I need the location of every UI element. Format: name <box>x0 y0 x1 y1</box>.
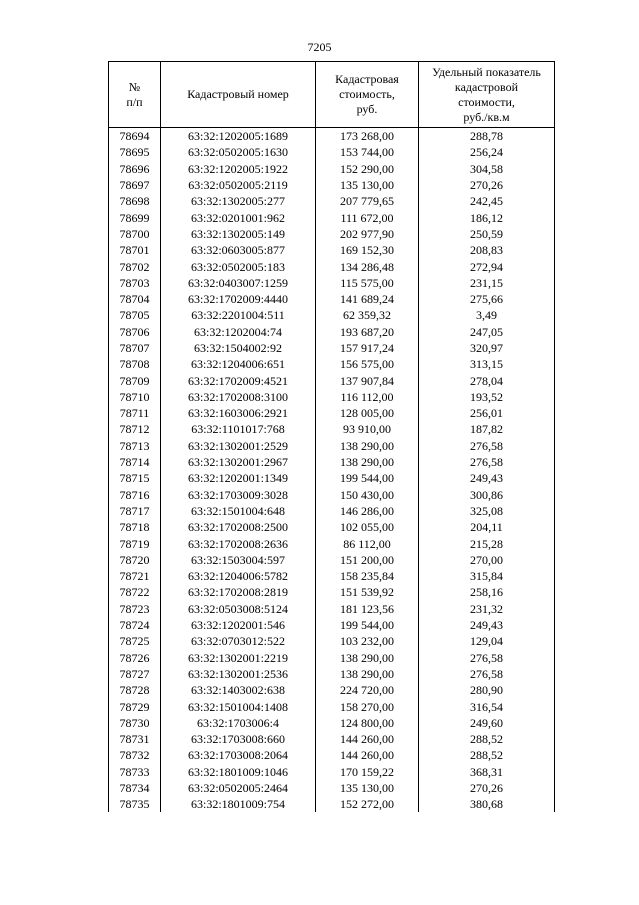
cadastral-value-cell: 138 290,00 <box>316 666 419 682</box>
row-number-cell: 78721 <box>109 568 161 584</box>
table-row <box>109 291 555 307</box>
cadastral-value-cell: 158 235,84 <box>316 568 419 584</box>
specific-indicator-cell: 3,49 <box>419 307 555 323</box>
cadastral-value-cell: 170 159,22 <box>316 764 419 780</box>
cadastral-number-cell: 63:32:1703008:2064 <box>161 747 316 763</box>
cadastral-value-cell: 137 907,84 <box>316 372 419 388</box>
specific-indicator-cell: 249,60 <box>419 715 555 731</box>
table-row <box>109 389 555 405</box>
table-row <box>109 633 555 649</box>
specific-indicator-cell: 380,68 <box>419 796 555 812</box>
cadastral-value-cell: 138 290,00 <box>316 650 419 666</box>
table-row <box>109 226 555 242</box>
row-number-cell: 78719 <box>109 535 161 551</box>
cadastral-number-cell: 63:32:1702009:4440 <box>161 291 316 307</box>
cadastral-number-cell: 63:32:1702008:2636 <box>161 535 316 551</box>
row-number-cell: 78710 <box>109 389 161 405</box>
table-row <box>109 503 555 519</box>
cadastral-value-cell: 157 917,24 <box>316 340 419 356</box>
header-specific-indicator: Удельный показатель кадастровой стоимости, руб./кв.м <box>419 62 555 128</box>
table-row <box>109 780 555 796</box>
specific-indicator-cell: 316,54 <box>419 698 555 714</box>
cadastral-number-cell: 63:32:1302001:2219 <box>161 650 316 666</box>
specific-indicator-cell: 288,52 <box>419 731 555 747</box>
specific-indicator-cell: 276,58 <box>419 438 555 454</box>
cadastral-value-cell: 151 539,92 <box>316 584 419 600</box>
specific-indicator-cell: 315,84 <box>419 568 555 584</box>
table-row <box>109 372 555 388</box>
cadastral-number-cell: 63:32:0503008:5124 <box>161 601 316 617</box>
table-row <box>109 258 555 274</box>
row-number-cell: 78718 <box>109 519 161 535</box>
table-row <box>109 698 555 714</box>
row-number-cell: 78733 <box>109 764 161 780</box>
cadastral-number-cell: 63:32:0403007:1259 <box>161 275 316 291</box>
cadastral-value-cell: 124 800,00 <box>316 715 419 731</box>
table-row <box>109 405 555 421</box>
cadastral-value-cell: 224 720,00 <box>316 682 419 698</box>
cadastral-value-cell: 86 112,00 <box>316 535 419 551</box>
cadastral-number-cell: 63:32:1403002:638 <box>161 682 316 698</box>
row-number-cell: 78704 <box>109 291 161 307</box>
cadastral-number-cell: 63:32:0603005:877 <box>161 242 316 258</box>
cadastral-number-cell: 63:32:1202005:1922 <box>161 161 316 177</box>
cadastral-number-cell: 63:32:2201004:511 <box>161 307 316 323</box>
cadastral-number-cell: 63:32:1302001:2967 <box>161 454 316 470</box>
row-number-cell: 78697 <box>109 177 161 193</box>
specific-indicator-cell: 300,86 <box>419 487 555 503</box>
page-number: 7205 <box>307 40 332 54</box>
row-number-cell: 78722 <box>109 584 161 600</box>
row-number-cell: 78709 <box>109 372 161 388</box>
table-row <box>109 193 555 209</box>
cadastral-number-cell: 63:32:1302001:2536 <box>161 666 316 682</box>
cadastral-value-cell: 116 112,00 <box>316 389 419 405</box>
table-row <box>109 682 555 698</box>
cadastral-value-cell: 62 359,32 <box>316 307 419 323</box>
header-cadastral-value: Кадастровая стоимость, руб. <box>316 62 419 128</box>
specific-indicator-cell: 270,00 <box>419 552 555 568</box>
specific-indicator-cell: 270,26 <box>419 780 555 796</box>
specific-indicator-cell: 270,26 <box>419 177 555 193</box>
table-row <box>109 796 555 812</box>
specific-indicator-cell: 320,97 <box>419 340 555 356</box>
row-number-cell: 78728 <box>109 682 161 698</box>
cadastral-value-cell: 138 290,00 <box>316 438 419 454</box>
cadastral-value-cell: 193 687,20 <box>316 324 419 340</box>
cadastral-value-cell: 151 200,00 <box>316 552 419 568</box>
cadastral-value-cell: 134 286,48 <box>316 258 419 274</box>
row-number-cell: 78726 <box>109 650 161 666</box>
row-number-cell: 78724 <box>109 617 161 633</box>
cadastral-number-cell: 63:32:1302005:277 <box>161 193 316 209</box>
table-row <box>109 454 555 470</box>
cadastral-value-cell: 202 977,90 <box>316 226 419 242</box>
specific-indicator-cell: 276,58 <box>419 666 555 682</box>
cadastral-value-cell: 103 232,00 <box>316 633 419 649</box>
row-number-cell: 78713 <box>109 438 161 454</box>
specific-indicator-cell: 208,83 <box>419 242 555 258</box>
cadastral-number-cell: 63:32:0703012:522 <box>161 633 316 649</box>
cadastral-number-cell: 63:32:1204006:5782 <box>161 568 316 584</box>
cadastral-number-cell: 63:32:1501004:1408 <box>161 698 316 714</box>
cadastral-number-cell: 63:32:1703006:4 <box>161 715 316 731</box>
cadastral-number-cell: 63:32:1702008:3100 <box>161 389 316 405</box>
table-row <box>109 307 555 323</box>
cadastral-number-cell: 63:32:0502005:2464 <box>161 780 316 796</box>
cadastral-number-cell: 63:32:0502005:2119 <box>161 177 316 193</box>
table-row <box>109 650 555 666</box>
cadastral-value-cell: 128 005,00 <box>316 405 419 421</box>
cadastral-value-table <box>108 61 555 812</box>
cadastral-value-cell: 111 672,00 <box>316 209 419 225</box>
row-number-cell: 78694 <box>109 128 161 145</box>
specific-indicator-cell: 186,12 <box>419 209 555 225</box>
row-number-cell: 78701 <box>109 242 161 258</box>
row-number-cell: 78715 <box>109 470 161 486</box>
table-row <box>109 535 555 551</box>
table-row <box>109 275 555 291</box>
specific-indicator-cell: 276,58 <box>419 454 555 470</box>
cadastral-value-cell: 102 055,00 <box>316 519 419 535</box>
table-row <box>109 666 555 682</box>
cadastral-value-cell: 93 910,00 <box>316 421 419 437</box>
cadastral-value-cell: 207 779,65 <box>316 193 419 209</box>
cadastral-number-cell: 63:32:1204006:651 <box>161 356 316 372</box>
row-number-cell: 78707 <box>109 340 161 356</box>
table-row <box>109 487 555 503</box>
cadastral-number-cell: 63:32:1503004:597 <box>161 552 316 568</box>
specific-indicator-cell: 242,45 <box>419 193 555 209</box>
cadastral-number-cell: 63:32:1202001:1349 <box>161 470 316 486</box>
table-row <box>109 421 555 437</box>
row-number-cell: 78711 <box>109 405 161 421</box>
cadastral-number-cell: 63:32:1702008:2819 <box>161 584 316 600</box>
specific-indicator-cell: 129,04 <box>419 633 555 649</box>
row-number-cell: 78703 <box>109 275 161 291</box>
cadastral-value-cell: 153 744,00 <box>316 144 419 160</box>
row-number-cell: 78731 <box>109 731 161 747</box>
specific-indicator-cell: 288,78 <box>419 128 555 145</box>
cadastral-number-cell: 63:32:1302001:2529 <box>161 438 316 454</box>
cadastral-value-cell: 199 544,00 <box>316 470 419 486</box>
table-row <box>109 242 555 258</box>
cadastral-number-cell: 63:32:1702009:4521 <box>161 372 316 388</box>
table-row <box>109 601 555 617</box>
cadastral-number-cell: 63:32:0502005:1630 <box>161 144 316 160</box>
row-number-cell: 78708 <box>109 356 161 372</box>
row-number-cell: 78706 <box>109 324 161 340</box>
cadastral-value-cell: 169 152,30 <box>316 242 419 258</box>
table-row <box>109 747 555 763</box>
row-number-cell: 78714 <box>109 454 161 470</box>
specific-indicator-cell: 249,43 <box>419 617 555 633</box>
cadastral-value-cell: 150 430,00 <box>316 487 419 503</box>
row-number-cell: 78716 <box>109 487 161 503</box>
row-number-cell: 78725 <box>109 633 161 649</box>
cadastral-number-cell: 63:32:1801009:754 <box>161 796 316 812</box>
row-number-cell: 78702 <box>109 258 161 274</box>
specific-indicator-cell: 256,24 <box>419 144 555 160</box>
specific-indicator-cell: 368,31 <box>419 764 555 780</box>
cadastral-number-cell: 63:32:1302005:149 <box>161 226 316 242</box>
table-row <box>109 144 555 160</box>
header-row-number: № п/п <box>109 62 161 128</box>
row-number-cell: 78695 <box>109 144 161 160</box>
cadastral-number-cell: 63:32:1702008:2500 <box>161 519 316 535</box>
cadastral-number-cell: 63:32:1504002:92 <box>161 340 316 356</box>
cadastral-value-cell: 173 268,00 <box>316 128 419 145</box>
row-number-cell: 78730 <box>109 715 161 731</box>
cadastral-number-cell: 63:32:0502005:183 <box>161 258 316 274</box>
cadastral-value-cell: 138 290,00 <box>316 454 419 470</box>
cadastral-number-cell: 63:32:1703008:660 <box>161 731 316 747</box>
specific-indicator-cell: 288,52 <box>419 747 555 763</box>
cadastral-value-cell: 146 286,00 <box>316 503 419 519</box>
specific-indicator-cell: 204,11 <box>419 519 555 535</box>
specific-indicator-cell: 231,32 <box>419 601 555 617</box>
specific-indicator-cell: 258,16 <box>419 584 555 600</box>
table-row <box>109 470 555 486</box>
table-body <box>109 128 555 813</box>
specific-indicator-cell: 304,58 <box>419 161 555 177</box>
table-row <box>109 715 555 731</box>
row-number-cell: 78734 <box>109 780 161 796</box>
row-number-cell: 78729 <box>109 698 161 714</box>
cadastral-number-cell: 63:32:0201001:962 <box>161 209 316 225</box>
table-row <box>109 584 555 600</box>
specific-indicator-cell: 276,58 <box>419 650 555 666</box>
cadastral-value-cell: 141 689,24 <box>316 291 419 307</box>
cadastral-value-cell: 152 290,00 <box>316 161 419 177</box>
cadastral-value-cell: 158 270,00 <box>316 698 419 714</box>
table-row <box>109 209 555 225</box>
table-row <box>109 617 555 633</box>
cadastral-value-cell: 199 544,00 <box>316 617 419 633</box>
table-row <box>109 764 555 780</box>
row-number-cell: 78700 <box>109 226 161 242</box>
row-number-cell: 78698 <box>109 193 161 209</box>
table-row <box>109 340 555 356</box>
table-row <box>109 552 555 568</box>
row-number-cell: 78717 <box>109 503 161 519</box>
specific-indicator-cell: 278,04 <box>419 372 555 388</box>
cadastral-value-cell: 144 260,00 <box>316 747 419 763</box>
cadastral-number-cell: 63:32:1501004:648 <box>161 503 316 519</box>
specific-indicator-cell: 215,28 <box>419 535 555 551</box>
specific-indicator-cell: 325,08 <box>419 503 555 519</box>
cadastral-value-cell: 156 575,00 <box>316 356 419 372</box>
row-number-cell: 78735 <box>109 796 161 812</box>
specific-indicator-cell: 256,01 <box>419 405 555 421</box>
row-number-cell: 78696 <box>109 161 161 177</box>
row-number-cell: 78732 <box>109 747 161 763</box>
specific-indicator-cell: 275,66 <box>419 291 555 307</box>
row-number-cell: 78720 <box>109 552 161 568</box>
specific-indicator-cell: 313,15 <box>419 356 555 372</box>
row-number-cell: 78727 <box>109 666 161 682</box>
row-number-cell: 78712 <box>109 421 161 437</box>
row-number-cell: 78699 <box>109 209 161 225</box>
specific-indicator-cell: 231,15 <box>419 275 555 291</box>
table-row <box>109 324 555 340</box>
table-row <box>109 356 555 372</box>
row-number-cell: 78723 <box>109 601 161 617</box>
cadastral-number-cell: 63:32:1202001:546 <box>161 617 316 633</box>
specific-indicator-cell: 249,43 <box>419 470 555 486</box>
specific-indicator-cell: 187,82 <box>419 421 555 437</box>
table-header-row <box>109 62 555 128</box>
table-row <box>109 731 555 747</box>
table-row <box>109 128 555 145</box>
row-number-cell: 78705 <box>109 307 161 323</box>
table-row <box>109 177 555 193</box>
cadastral-number-cell: 63:32:1202005:1689 <box>161 128 316 145</box>
specific-indicator-cell: 193,52 <box>419 389 555 405</box>
specific-indicator-cell: 247,05 <box>419 324 555 340</box>
cadastral-value-cell: 144 260,00 <box>316 731 419 747</box>
cadastral-value-cell: 135 130,00 <box>316 177 419 193</box>
header-cadastral-number: Кадастровый номер <box>161 62 316 128</box>
cadastral-value-cell: 115 575,00 <box>316 275 419 291</box>
cadastral-number-cell: 63:32:1202004:74 <box>161 324 316 340</box>
table-row <box>109 519 555 535</box>
specific-indicator-cell: 250,59 <box>419 226 555 242</box>
cadastral-value-cell: 135 130,00 <box>316 780 419 796</box>
specific-indicator-cell: 272,94 <box>419 258 555 274</box>
table-row <box>109 161 555 177</box>
cadastral-value-cell: 152 272,00 <box>316 796 419 812</box>
cadastral-number-cell: 63:32:1101017:768 <box>161 421 316 437</box>
cadastral-number-cell: 63:32:1603006:2921 <box>161 405 316 421</box>
table-row <box>109 568 555 584</box>
cadastral-value-cell: 181 123,56 <box>316 601 419 617</box>
specific-indicator-cell: 280,90 <box>419 682 555 698</box>
cadastral-number-cell: 63:32:1801009:1046 <box>161 764 316 780</box>
cadastral-number-cell: 63:32:1703009:3028 <box>161 487 316 503</box>
table-row <box>109 438 555 454</box>
